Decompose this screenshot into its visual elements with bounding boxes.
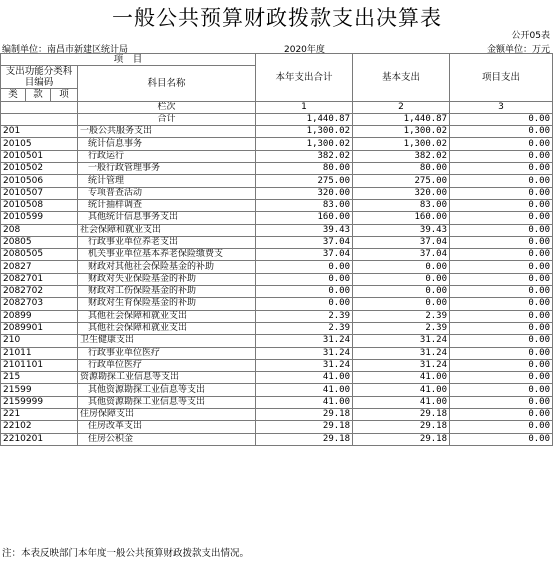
row-subject-name: 住房公积金 — [78, 433, 256, 445]
organization: 编制单位：南昌市新建区统计局 — [2, 45, 129, 55]
table-row — [1, 335, 553, 347]
header-total: 本年支出合计 — [256, 54, 353, 102]
row-subject-name: 行政事业单位养老支出 — [78, 236, 256, 248]
total-project: 0.00 — [450, 113, 553, 125]
row-basic: 160.00 — [353, 212, 450, 224]
row-total: 37.04 — [256, 249, 353, 261]
row-subject-name: 其他统计信息事务支出 — [78, 212, 256, 224]
table-row — [1, 175, 553, 187]
row-subject-name: 统计管理 — [78, 175, 256, 187]
row-subject-name: 住房改革支出 — [78, 421, 256, 433]
row-code: 20899 — [1, 310, 78, 322]
row-basic: 1,300.02 — [353, 126, 450, 138]
row-total: 160.00 — [256, 212, 353, 224]
header-basic: 基本支出 — [353, 54, 450, 102]
row-project: 0.00 — [450, 347, 553, 359]
col-index-3: 3 — [450, 101, 553, 113]
row-code: 2010501 — [1, 150, 78, 162]
row-basic: 29.18 — [353, 433, 450, 445]
row-subject-name: 卫生健康支出 — [78, 335, 256, 347]
row-code: 2010502 — [1, 163, 78, 175]
row-project: 0.00 — [450, 236, 553, 248]
row-basic: 1,300.02 — [353, 138, 450, 150]
row-project: 0.00 — [450, 126, 553, 138]
table-row — [1, 409, 553, 421]
row-subject-name: 财政对其他社会保险基金的补助 — [78, 261, 256, 273]
row-code: 2159999 — [1, 396, 78, 408]
row-basic: 0.00 — [353, 261, 450, 273]
row-project: 0.00 — [450, 286, 553, 298]
row-basic: 37.04 — [353, 236, 450, 248]
row-subject-name: 专项普查活动 — [78, 187, 256, 199]
row-code: 20805 — [1, 236, 78, 248]
table-row — [1, 199, 553, 211]
table-row — [1, 273, 553, 285]
row-code: 21011 — [1, 347, 78, 359]
header-lei: 类 — [1, 89, 26, 101]
row-basic: 2.39 — [353, 310, 450, 322]
row-basic: 31.24 — [353, 335, 450, 347]
row-total: 39.43 — [256, 224, 353, 236]
row-basic: 80.00 — [353, 163, 450, 175]
row-project: 0.00 — [450, 298, 553, 310]
header-xiang: 项 — [51, 89, 78, 101]
row-subject-name: 统计信息事务 — [78, 138, 256, 150]
fiscal-year: 2020年度 — [284, 45, 325, 55]
row-total: 0.00 — [256, 273, 353, 285]
row-project: 0.00 — [450, 359, 553, 371]
row-code: 210 — [1, 335, 78, 347]
row-total: 382.02 — [256, 150, 353, 162]
row-project: 0.00 — [450, 396, 553, 408]
row-subject-name: 社会保障和就业支出 — [78, 224, 256, 236]
header-subject-name: 科目名称 — [78, 66, 256, 101]
page-title: 一般公共预算财政拨款支出决算表 — [112, 6, 442, 30]
row-subject-name: 一般公共服务支出 — [78, 126, 256, 138]
row-total: 320.00 — [256, 187, 353, 199]
row-code: 20827 — [1, 261, 78, 273]
row-subject-name: 行政运行 — [78, 150, 256, 162]
row-project: 0.00 — [450, 163, 553, 175]
row-total: 83.00 — [256, 199, 353, 211]
amount-unit: 金额单位：万元 — [486, 45, 550, 55]
row-total: 41.00 — [256, 384, 353, 396]
row-project: 0.00 — [450, 249, 553, 261]
row-code: 215 — [1, 372, 78, 384]
row-total: 31.24 — [256, 347, 353, 359]
row-project: 0.00 — [450, 273, 553, 285]
row-basic: 37.04 — [353, 249, 450, 261]
row-total: 31.24 — [256, 335, 353, 347]
row-project: 0.00 — [450, 150, 553, 162]
row-project: 0.00 — [450, 335, 553, 347]
row-project: 0.00 — [450, 310, 553, 322]
row-code: 2010506 — [1, 175, 78, 187]
row-basic: 41.00 — [353, 384, 450, 396]
row-subject-name: 其他社会保障和就业支出 — [78, 310, 256, 322]
row-basic: 83.00 — [353, 199, 450, 211]
row-total: 31.24 — [256, 359, 353, 371]
table-row — [1, 347, 553, 359]
row-project: 0.00 — [450, 421, 553, 433]
row-project: 0.00 — [450, 433, 553, 445]
header-kuan: 款 — [26, 89, 51, 101]
header-item: 项 目 — [1, 54, 256, 66]
row-subject-name: 其他资源勘探工业信息等支出 — [78, 396, 256, 408]
row-code: 2080505 — [1, 249, 78, 261]
row-code: 2089901 — [1, 322, 78, 334]
row-basic: 0.00 — [353, 298, 450, 310]
row-code: 2082702 — [1, 286, 78, 298]
row-basic: 41.00 — [353, 372, 450, 384]
row-basic: 2.39 — [353, 322, 450, 334]
row-code: 201 — [1, 126, 78, 138]
table-row — [1, 163, 553, 175]
table-row — [1, 433, 553, 445]
row-basic: 39.43 — [353, 224, 450, 236]
row-total: 41.00 — [256, 372, 353, 384]
row-project: 0.00 — [450, 199, 553, 211]
row-code: 2210201 — [1, 433, 78, 445]
row-total: 1,300.02 — [256, 138, 353, 150]
row-total: 41.00 — [256, 396, 353, 408]
row-total: 29.18 — [256, 433, 353, 445]
row-subject-name: 财政对工伤保险基金的补助 — [78, 286, 256, 298]
row-project: 0.00 — [450, 384, 553, 396]
row-code: 22102 — [1, 421, 78, 433]
table-row — [1, 249, 553, 261]
row-subject-name: 行政事业单位医疗 — [78, 347, 256, 359]
row-code: 2101101 — [1, 359, 78, 371]
row-total: 0.00 — [256, 298, 353, 310]
row-project: 0.00 — [450, 261, 553, 273]
row-total: 275.00 — [256, 175, 353, 187]
table-row — [1, 236, 553, 248]
row-total: 37.04 — [256, 236, 353, 248]
row-code: 21599 — [1, 384, 78, 396]
table-row — [1, 187, 553, 199]
row-subject-name: 行政单位医疗 — [78, 359, 256, 371]
total-basic: 1,440.87 — [353, 113, 450, 125]
row-code: 2010508 — [1, 199, 78, 211]
row-basic: 31.24 — [353, 359, 450, 371]
table-row — [1, 322, 553, 334]
col-index-1: 1 — [256, 101, 353, 113]
row-code: 208 — [1, 224, 78, 236]
row-project: 0.00 — [450, 224, 553, 236]
row-total: 2.39 — [256, 310, 353, 322]
row-basic: 275.00 — [353, 175, 450, 187]
row-code: 221 — [1, 409, 78, 421]
row-total: 80.00 — [256, 163, 353, 175]
total-label: 合计 — [78, 113, 256, 125]
row-basic: 382.02 — [353, 150, 450, 162]
row-total: 2.39 — [256, 322, 353, 334]
row-subject-name: 机关事业单位基本养老保险缴费支 — [78, 249, 256, 261]
row-total: 0.00 — [256, 286, 353, 298]
row-code: 2010507 — [1, 187, 78, 199]
row-total: 29.18 — [256, 421, 353, 433]
row-subject-name: 资源勘探工业信息等支出 — [78, 372, 256, 384]
table-row — [1, 261, 553, 273]
row-basic: 31.24 — [353, 347, 450, 359]
row-subject-name: 其他社会保障和就业支出 — [78, 322, 256, 334]
row-subject-name: 其他资源勘探工业信息等支出 — [78, 384, 256, 396]
header-project: 项目支出 — [450, 54, 553, 102]
row-basic: 29.18 — [353, 409, 450, 421]
row-project: 0.00 — [450, 175, 553, 187]
table-row — [1, 384, 553, 396]
expenditure-table — [0, 53, 553, 446]
footnote: 注：本表反映部门本年度一般公共预算财政拨款支出情况。 — [2, 548, 250, 559]
table-row — [1, 372, 553, 384]
table-row — [1, 359, 553, 371]
col-index-2: 2 — [353, 101, 450, 113]
row-subject-name: 统计抽样调查 — [78, 199, 256, 211]
col-index-label: 栏次 — [78, 101, 256, 113]
row-basic: 41.00 — [353, 396, 450, 408]
table-row — [1, 138, 553, 150]
row-project: 0.00 — [450, 212, 553, 224]
row-project: 0.00 — [450, 187, 553, 199]
table-row — [1, 212, 553, 224]
row-basic: 0.00 — [353, 286, 450, 298]
total-amount: 1,440.87 — [256, 113, 353, 125]
table-row — [1, 224, 553, 236]
row-project: 0.00 — [450, 322, 553, 334]
row-basic: 29.18 — [353, 421, 450, 433]
row-code: 2082701 — [1, 273, 78, 285]
table-row — [1, 150, 553, 162]
row-total: 0.00 — [256, 261, 353, 273]
row-project: 0.00 — [450, 372, 553, 384]
table-row — [1, 298, 553, 310]
table-row — [1, 286, 553, 298]
row-subject-name: 财政对生育保险基金的补助 — [78, 298, 256, 310]
row-subject-name: 住房保障支出 — [78, 409, 256, 421]
row-project: 0.00 — [450, 409, 553, 421]
row-subject-name: 一般行政管理事务 — [78, 163, 256, 175]
total-row — [1, 113, 553, 125]
row-total: 29.18 — [256, 409, 353, 421]
header-func-code: 支出功能分类科目编码 — [1, 66, 78, 89]
table-row — [1, 310, 553, 322]
row-code: 20105 — [1, 138, 78, 150]
row-basic: 320.00 — [353, 187, 450, 199]
form-code: 公开05表 — [511, 31, 550, 41]
row-code: 2082703 — [1, 298, 78, 310]
table-row — [1, 421, 553, 433]
row-code: 2010599 — [1, 212, 78, 224]
row-subject-name: 财政对失业保险基金的补助 — [78, 273, 256, 285]
row-project: 0.00 — [450, 138, 553, 150]
row-basic: 0.00 — [353, 273, 450, 285]
table-row — [1, 126, 553, 138]
table-row — [1, 396, 553, 408]
row-total: 1,300.02 — [256, 126, 353, 138]
